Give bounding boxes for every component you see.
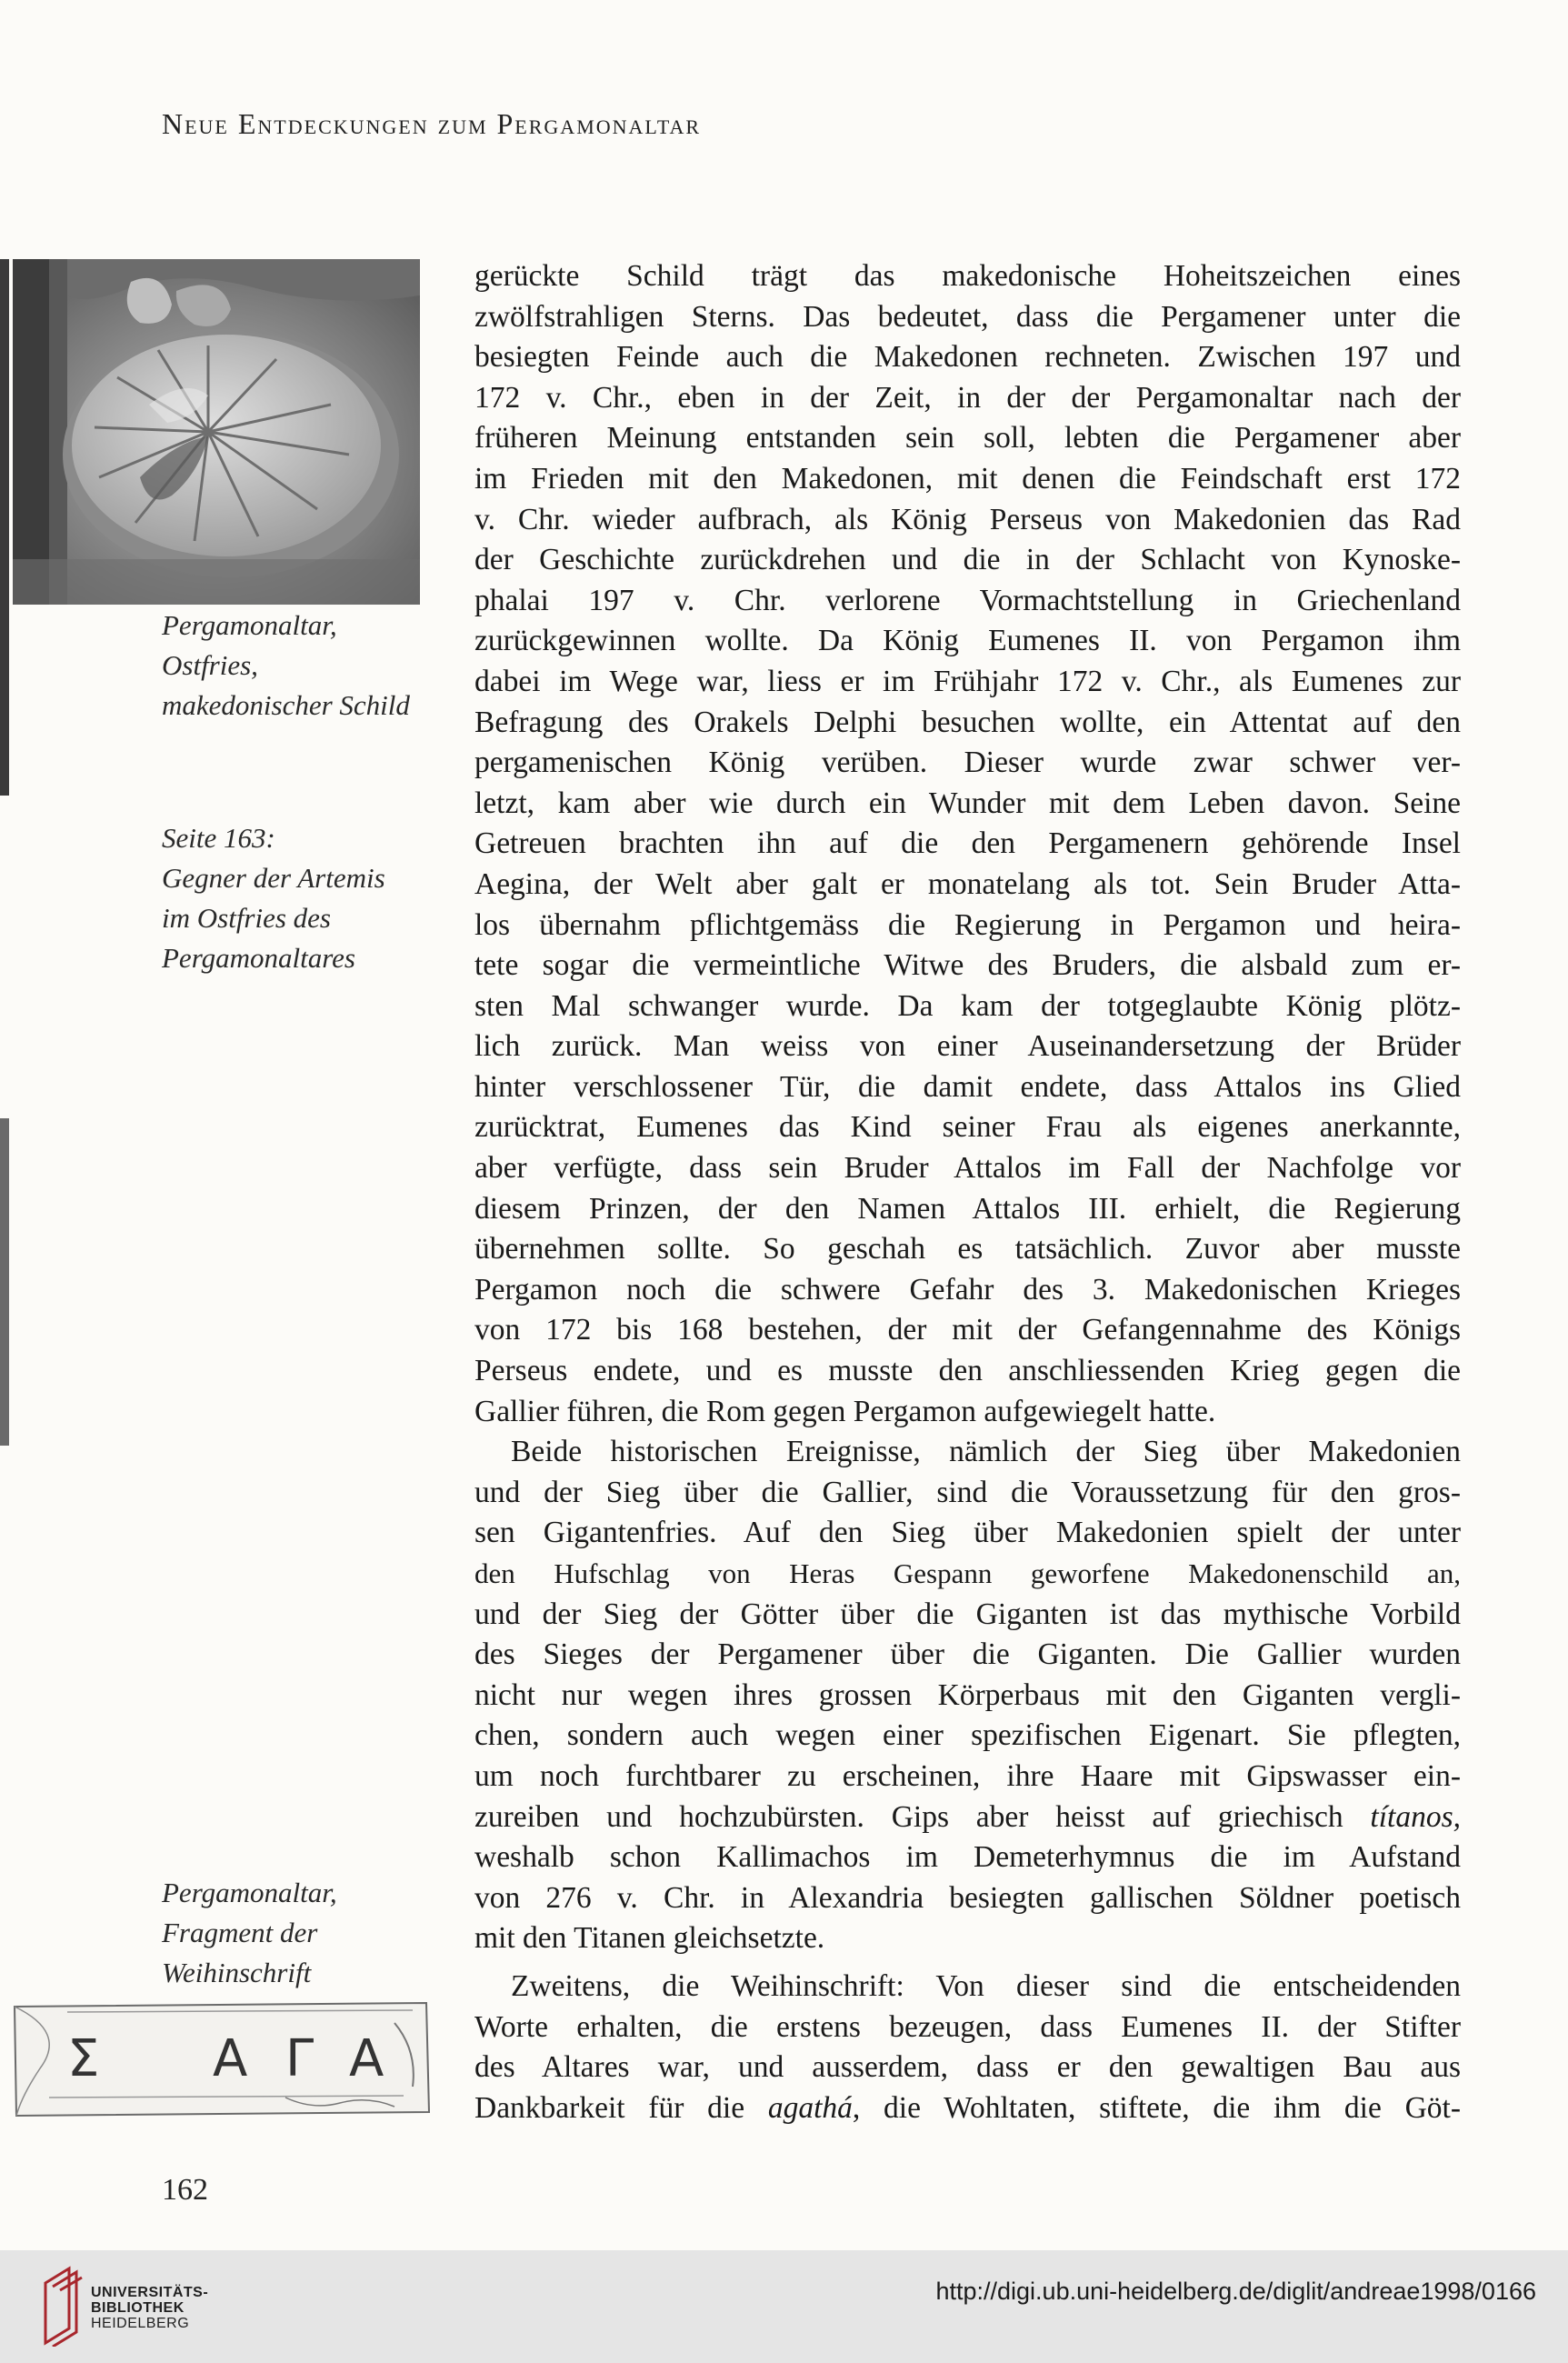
caption-line: Pergamonaltar, — [162, 1877, 337, 1908]
text-line: Pergamon noch die schwere Gefahr des 3. Makedonischen Krieges — [474, 1272, 1461, 1307]
text-line: dabei im Wege war, liess er im Frühjahr 172 v. Chr., als Eumenes zur — [474, 664, 1461, 698]
text-line: zurücktrat, Eumenes das Kind seiner Frau als eigenes anerkannte, — [474, 1110, 1461, 1145]
text-line: des Altares war, und ausserdem, dass er den gewaltigen Bau aus — [474, 2050, 1461, 2085]
text-line: weshalb schon Kallimachos im Demeterhymnus die im Aufstand — [474, 1840, 1461, 1875]
inscription-fragment — [13, 1996, 431, 2123]
body-text — [474, 256, 1461, 2128]
inscription-drawing — [13, 1996, 431, 2123]
caption-line: makedonischer Schild — [162, 689, 410, 721]
scan-edge — [0, 1118, 9, 1446]
text-line: chen, sondern auch wegen einer spezifischen Eigenart. Sie pflegten, — [474, 1718, 1461, 1753]
text-line: 172 v. Chr., eben in der Zeit, in der der Pergamonaltar nach der — [474, 380, 1461, 415]
figure-caption-shield — [162, 606, 410, 726]
text-line: Getreuen brachten ihn auf die den Pergamenern gehörende Insel — [474, 826, 1461, 861]
caption-line: im Ostfries des — [162, 902, 331, 934]
text-line: Aegina, der Welt aber galt er monatelang als tot. Sein Bruder Atta- — [474, 866, 1461, 901]
caption-line: Seite 163: — [162, 822, 275, 854]
caption-line: Pergamonaltares — [162, 942, 355, 974]
paragraph-1 — [474, 256, 1461, 1432]
text-line: des Sieges der Pergamener über die Giganten. Die Gallier wurden — [474, 1637, 1461, 1672]
library-logo-icon — [42, 2265, 84, 2347]
figure-caption-see-page — [162, 818, 385, 978]
text-line: gerückte Schild trägt das makedonische Hoheitszeichen eines — [474, 259, 1461, 293]
caption-line: Pergamonaltar, — [162, 609, 337, 641]
paragraph-2 — [474, 1432, 1461, 1959]
source-url-link[interactable]: http://digi.ub.uni-heidelberg.de/diglit/andreae1998/0166 — [935, 2278, 1536, 2305]
greek-term: agathá — [767, 2090, 853, 2125]
library-name-line: HEIDELBERG — [91, 2316, 190, 2331]
greek-term: títanos, — [1370, 1799, 1461, 1834]
running-head: Neue Entdeckungen zum Pergamonaltar — [162, 107, 702, 140]
inscription-letter: Α — [349, 2029, 385, 2088]
shield-photo — [13, 259, 420, 605]
text-line: um noch furchtbarer zu erscheinen, ihre Haare mit Gipswasser ein- — [474, 1758, 1461, 1793]
text-line: im Frieden mit den Makedonen, mit denen die Feindschaft erst 172 — [474, 461, 1461, 496]
text-line: letzt, kam aber wie durch ein Wunder mit dem Leben davon. Seine — [474, 786, 1461, 820]
text-line: sen Gigantenfries. Auf den Sieg über Makedonien spielt der unter — [474, 1516, 1461, 1550]
paragraph-3 — [474, 1967, 1461, 2128]
text-line: hinter verschlossener Tür, die damit endete, dass Attalos ins Glied — [474, 1069, 1461, 1104]
text-line: los übernahm pflichtgemäss die Regierung in Pergamon und heira- — [474, 907, 1461, 942]
text-line: Zweitens, die Weihinschrift: Von dieser sind die entscheidenden — [511, 1968, 1461, 2003]
library-name — [91, 2285, 208, 2331]
inscription-letter: Σ — [67, 2029, 100, 2088]
text-line: von 172 bis 168 bestehen, der mit der Gefangennahme des Königs — [474, 1313, 1461, 1347]
text-line: der Geschichte zurückdrehen und die in der Schlacht von Kynoske- — [474, 543, 1461, 577]
text-line: zwölfstrahligen Sterns. Das bedeutet, dass die Pergamener unter die — [474, 299, 1461, 334]
text-line-with-term — [474, 1797, 1461, 1838]
text-segment: zureiben und hochzubürsten. Gips aber heisst auf griechisch — [474, 1799, 1371, 1834]
text-line: pergamenischen König verüben. Dieser wurde zwar schwer ver- — [474, 746, 1461, 780]
text-line: den Hufschlag von Heras Gespann geworfene Makedonenschild an, — [474, 1557, 1461, 1589]
caption-line: Fragment der — [162, 1917, 318, 1948]
text-segment: Dankbarkeit für die — [474, 2090, 768, 2125]
text-line: und der Sieg über die Gallier, sind die Voraussetzung für den gros- — [474, 1475, 1461, 1509]
text-segment: , die Wohltaten, stiftete, die ihm die Göt- — [852, 2090, 1461, 2125]
text-line: diesem Prinzen, der den Namen Attalos III. erhielt, die Regierung — [474, 1191, 1461, 1226]
text-line: Beide historischen Ereignisse, nämlich der Sieg über Makedonien — [511, 1435, 1461, 1469]
caption-line: Weihinschrift — [162, 1957, 312, 1988]
figure-caption-inscription — [162, 1873, 337, 1993]
library-name-line: BIBLIOTHEK — [91, 2300, 185, 2316]
text-line: Perseus endete, und es musste den anschliessenden Krieg gegen die — [474, 1354, 1461, 1388]
text-line: Worte erhalten, die erstens bezeugen, dass Eumenes II. der Stifter — [474, 2009, 1461, 2044]
text-line: früheren Meinung entstanden sein soll, lebten die Pergamener aber — [474, 421, 1461, 456]
text-line: zurückgewinnen wollte. Da König Eumenes II. von Pergamon ihm — [474, 624, 1461, 658]
text-line: von 276 v. Chr. in Alexandria besiegten gallischen Söldner poetisch — [474, 1880, 1461, 1915]
scan-edge — [0, 259, 9, 796]
text-line: mit den Titanen gleichsetzte. — [474, 1921, 825, 1956]
page-number: 162 — [162, 2173, 208, 2207]
text-line: Befragung des Orakels Delphi besuchen wollte, ein Attentat auf den — [474, 705, 1461, 739]
text-line: nicht nur wegen ihres grossen Körperbaus mit den Giganten vergli- — [474, 1677, 1461, 1712]
text-line: sten Mal schwanger wurde. Da kam der totgeglaubte König plötz- — [474, 988, 1461, 1023]
scan-footer — [0, 2250, 1568, 2363]
text-line: besiegten Feinde auch die Makedonen rechneten. Zwischen 197 und — [474, 340, 1461, 375]
text-line: aber verfügte, dass sein Bruder Attalos im Fall der Nachfolge vor — [474, 1151, 1461, 1186]
text-line: v. Chr. wieder aufbrach, als König Perseus von Makedonien das Rad — [474, 502, 1461, 536]
shield-image — [13, 259, 420, 605]
inscription-letter: Γ — [285, 2029, 315, 2088]
paragraph-gap — [474, 1959, 1461, 1967]
text-line: phalai 197 v. Chr. verlorene Vormachtstellung in Griechenland — [474, 583, 1461, 617]
text-line: lich zurück. Man weiss von einer Auseinandersetzung der Brüder — [474, 1029, 1461, 1064]
text-line: und der Sieg der Götter über die Giganten ist das mythische Vorbild — [474, 1597, 1461, 1631]
library-name-line: UNIVERSITÄTS- — [91, 2285, 209, 2300]
text-line: tete sogar die vermeintliche Witwe des Bruders, die alsbald zum er- — [474, 948, 1461, 983]
text-line-with-term — [474, 2088, 1461, 2129]
inscription-letter: Α — [213, 2029, 248, 2088]
caption-line: Gegner der Artemis — [162, 862, 385, 894]
caption-line: Ostfries, — [162, 649, 258, 681]
text-line: Gallier führen, die Rom gegen Pergamon aufgewiegelt hatte. — [474, 1394, 1216, 1428]
text-line: übernehmen sollte. So geschah es tatsächlich. Zuvor aber musste — [474, 1232, 1461, 1267]
